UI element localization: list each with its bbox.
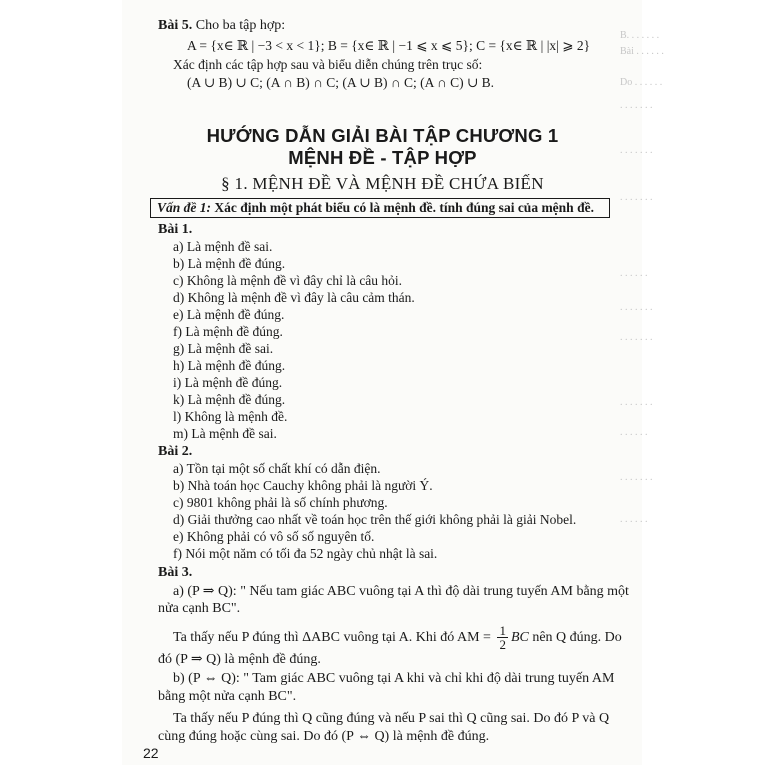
page-number: 22: [143, 745, 159, 761]
reasoning-1-after: nên Q đúng. Do: [532, 630, 622, 645]
bai3-reasoning-2: Ta thấy nếu P đúng thì Q cũng đúng và nếu P sai thì Q cũng sai. Do đó P và Q: [173, 711, 610, 726]
bai2-item: e) Không phải có vô số số nguyên tố.: [173, 529, 375, 544]
bai1-item: l) Không là mệnh đề.: [173, 409, 288, 424]
fraction-denominator: 2: [499, 637, 506, 653]
bai3-title: Bài 3.: [158, 565, 193, 580]
set-operations: (A ∪ B) ∪ C; (A ∩ B) ∩ C; (A ∪ B) ∩ C; (A ∩ C) ∪ B.: [187, 75, 495, 90]
bai5-text: Cho ba tập hợp:: [195, 18, 286, 33]
bleed-through-text: B. . . . . . . Bài . . . . . . Do . . . . . . . . . . . . . . . . . . . . . . . . . . . . . . . . . . . . . . . . . . . . . . . . . . . . . . . . . . . . . . . . . . . . . . . . .: [620, 30, 664, 525]
bai1-item: e) Là mệnh đề đúng.: [173, 307, 285, 322]
bai3-reasoning-1: [173, 623, 622, 653]
bai3-b-line1: b) (P ⇔ Q): " Tam giác ABC vuông tại A khi và chỉ khi độ dài trung tuyến AM: [173, 671, 615, 686]
bai1-item: f) Là mệnh đề đúng.: [173, 324, 283, 339]
reasoning-1-before: Ta thấy nếu P đúng thì ΔABC vuông tại A. Khi đó AM =: [173, 630, 491, 645]
fraction-one-half: [497, 624, 508, 651]
bai5-header: [158, 17, 285, 34]
topic-label: Vấn đề 1:: [157, 200, 211, 215]
bai1-item: h) Là mệnh đề đúng.: [173, 358, 286, 373]
bai2-item: d) Giải thưởng cao nhất về toán học trên thế giới không phải là giải Nobel.: [173, 512, 577, 527]
bai2-item: c) 9801 không phải là số chính phương.: [173, 495, 388, 510]
bai2-title: Bài 2.: [158, 444, 193, 459]
bai3-b-line2: bằng một nửa cạnh BC".: [158, 689, 297, 704]
bai1-item: g) Là mệnh đề sai.: [173, 341, 274, 356]
fraction-variable: BC: [510, 630, 529, 645]
topic-box: [150, 198, 610, 218]
bai1-title: Bài 1.: [158, 222, 193, 237]
bai1-item: i) Là mệnh đề đúng.: [173, 375, 283, 390]
chapter-subheading: MỆNH ĐỀ - TẬP HỢP: [288, 147, 477, 168]
bai3-reasoning-1-line2: đó (P ⇒ Q) là mệnh đề đúng.: [158, 652, 321, 667]
bai1-item: a) Là mệnh đề sai.: [173, 239, 273, 254]
task-instruction: Xác định các tập hợp sau và biểu diễn chúng trên trục số:: [173, 57, 483, 72]
sets-definition: A = {x∈ ℝ | −3 < x < 1}; B = {x∈ ℝ | −1 ⩽ x ⩽ 5}; C = {x∈ ℝ | |x| ⩾ 2}: [187, 38, 591, 53]
bai1-item: d) Không là mệnh đề vì đây là câu cảm thán.: [173, 290, 415, 305]
bai1-item: k) Là mệnh đề đúng.: [173, 392, 286, 407]
bai3-a-line2: nửa cạnh BC".: [158, 601, 241, 616]
section-title: § 1. MỆNH ĐỀ VÀ MỆNH ĐỀ CHỨA BIẾN: [221, 174, 544, 193]
bai1-item: b) Là mệnh đề đúng.: [173, 256, 286, 271]
bai5-label: Bài 5.: [158, 18, 193, 33]
bai3-a-line1: a) (P ⇒ Q): " Nếu tam giác ABC vuông tại A thì độ dài trung tuyến AM bằng một: [173, 584, 629, 599]
chapter-heading: HƯỚNG DẪN GIẢI BÀI TẬP CHƯƠNG 1: [206, 125, 559, 146]
topic-text: Xác định một phát biểu có là mệnh đề. tính đúng sai của mệnh đề.: [214, 200, 594, 215]
bai1-item: m) Là mệnh đề sai.: [173, 426, 277, 441]
fraction-numerator: 1: [499, 623, 506, 639]
bai2-item: b) Nhà toán học Cauchy không phải là người Ý.: [173, 478, 433, 493]
bai2-item: f) Nói một năm có tối đa 52 ngày chủ nhật là sai.: [173, 546, 438, 561]
bai1-item: c) Không là mệnh đề vì đây chỉ là câu hỏi.: [173, 273, 403, 288]
bai3-reasoning-2-line2: cùng đúng hoặc cùng sai. Do đó (P ⇔ Q) là mệnh đề đúng.: [158, 729, 490, 744]
bai2-item: a) Tồn tại một số chất khí có dẫn điện.: [173, 461, 381, 476]
